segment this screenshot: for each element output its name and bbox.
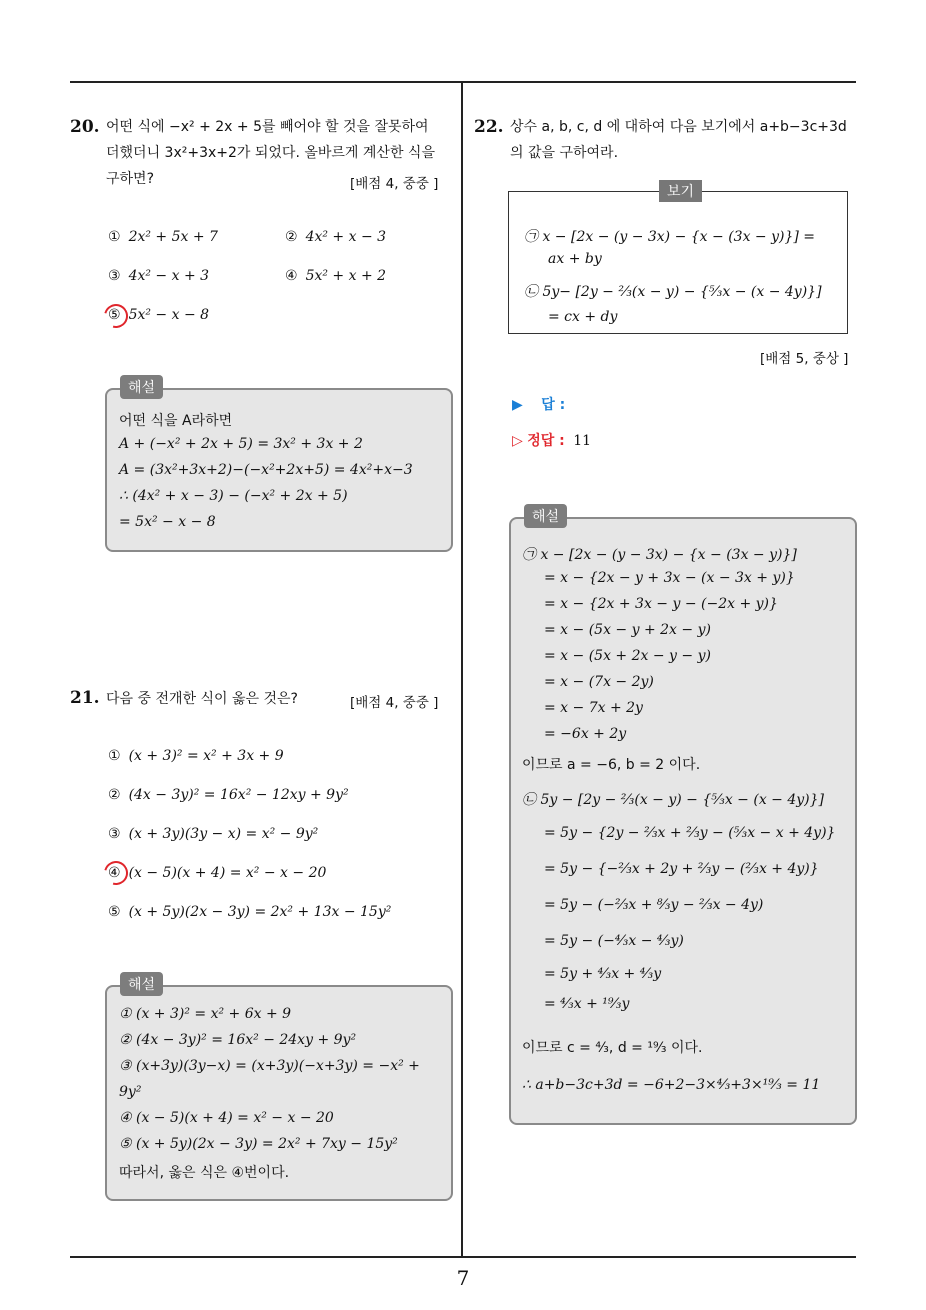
explain-line: ∴ a+b−3c+3d = −6+2−3×⁴⁄₃+3×¹⁹⁄₃ = 11 [522, 1077, 821, 1093]
explain-line: = x − 7x + 2y [544, 700, 643, 716]
choice-number: ⑤ [108, 307, 121, 323]
explain-line: 이므로 c = ⁴⁄₃, d = ¹⁹⁄₃ 이다. [522, 1040, 703, 1056]
score-label: [배점 4, 중중 ] [350, 176, 439, 192]
explain-line: = x − (5x − y + 2x − y) [544, 622, 711, 638]
answer-circle-icon [100, 300, 133, 333]
question-line-1: 어떤 식에 −x² + 2x + 5를 빼어야 할 것을 잘못하여 [106, 119, 429, 135]
question-line-2: 더했더니 3x²+3x+2가 되었다. 올바르게 계산한 식을 [106, 145, 435, 161]
explanation-tag: 해설 [120, 375, 163, 399]
column-divider [461, 83, 463, 1256]
choice-expr: 5x² + x + 2 [305, 268, 387, 284]
choice-3[interactable] [108, 826, 318, 842]
choice-4[interactable] [285, 268, 386, 284]
choice-4[interactable] [108, 865, 326, 881]
choice-1[interactable] [108, 229, 218, 245]
choice-number: ② [108, 787, 121, 803]
explain-line: = x − (5x + 2x − y − y) [544, 648, 711, 664]
bogi-line: ㉠ x − [2x − (y − 3x) − {x − (3x − y)}] = [524, 229, 816, 245]
explain-line: = 5x² − x − 8 [119, 514, 216, 530]
explain-line: ③ (x+3y)(3y−x) = (x+3y)(−x+3y) = −x² + [119, 1058, 420, 1074]
bogi-line: = cx + dy [548, 309, 618, 325]
explain-line: 따라서, 옳은 식은 ④번이다. [119, 1165, 290, 1181]
explain-line: = ⁴⁄₃x + ¹⁹⁄₃y [544, 996, 630, 1012]
bogi-tag: 보기 [659, 180, 702, 202]
choice-expr: (x + 3y)(3y − x) = x² − 9y² [128, 826, 319, 842]
choice-expr: (x + 5y)(2x − 3y) = 2x² + 13x − 15y² [128, 904, 392, 920]
question-line-2: 의 값을 구하여라. [510, 145, 619, 161]
explain-line: = x − {2x − y + 3x − (x − 3x + y)} [544, 570, 795, 586]
choice-number: ⑤ [108, 904, 121, 920]
answer-label: 답 : [541, 397, 566, 413]
choice-3[interactable] [108, 268, 209, 284]
choice-expr: (x − 5)(x + 4) = x² − x − 20 [128, 865, 327, 881]
choice-number: ④ [108, 865, 121, 881]
explanation-tag: 해설 [120, 972, 163, 996]
explain-line: ㉡ 5y − [2y − ⅔(x − y) − {⁵⁄₃x − (x − 4y)}] [522, 792, 824, 808]
explain-line: ① (x + 3)² = x² + 6x + 9 [119, 1006, 292, 1022]
choice-expr: (x + 3)² = x² + 3x + 9 [128, 748, 284, 764]
choice-expr: 5x² − x − 8 [128, 307, 210, 323]
explain-line: 9y² [119, 1084, 142, 1100]
explain-line: = 5y + ⁴⁄₃x + ⁴⁄₃y [544, 966, 662, 982]
explain-line: 이므로 a = −6, b = 2 이다. [522, 757, 701, 773]
question-line-1: 상수 a, b, c, d 에 대하여 다음 보기에서 a+b−3c+3d [510, 119, 847, 135]
explain-line: ④ (x − 5)(x + 4) = x² − x − 20 [119, 1110, 334, 1126]
answer-circle-icon [100, 857, 133, 890]
explain-line: A + (−x² + 2x + 5) = 3x² + 3x + 2 [119, 436, 363, 452]
question-line-1: 다음 중 전개한 식이 옳은 것은? [106, 691, 298, 707]
choice-2[interactable] [108, 787, 349, 803]
question-number: 21. [70, 688, 100, 708]
choice-number: ① [108, 748, 121, 764]
bottom-rule [70, 1256, 856, 1258]
choice-expr: (4x − 3y)² = 16x² − 12xy + 9y² [128, 787, 349, 803]
choice-number: ① [108, 229, 121, 245]
page-number: 7 [456, 1266, 470, 1290]
question-number: 22. [474, 117, 504, 137]
choice-2[interactable] [285, 229, 386, 245]
choice-number: ② [285, 229, 298, 245]
question-number: 20. [70, 117, 100, 137]
correct-answer-row [512, 430, 591, 450]
explain-line: ㉠ x − [2x − (y − 3x) − {x − (3x − y)}] [522, 547, 797, 563]
explain-line: A = (3x²+3x+2)−(−x²+2x+5) = 4x²+x−3 [119, 462, 413, 478]
bogi-line: ㉡ 5y− [2y − ⅔(x − y) − {⁵⁄₃x − (x − 4y)}] [524, 284, 822, 300]
explain-line: = 5y − {−⅔x + 2y + ⅔y − (⅔x + 4y)} [544, 861, 819, 877]
explain-line: = 5y − {2y − ⅔x + ⅔y − (⁵⁄₃x − x + 4y)} [544, 825, 836, 841]
explain-line: = x − (7x − 2y) [544, 674, 654, 690]
score-label: [배점 4, 중중 ] [350, 695, 439, 711]
answer-row [512, 394, 565, 414]
explain-line: ② (4x − 3y)² = 16x² − 24xy + 9y² [119, 1032, 357, 1048]
choice-expr: 4x² + x − 3 [305, 229, 387, 245]
correct-label: 정답 : [527, 433, 565, 449]
question-line-3: 구하면? [106, 171, 155, 187]
play-triangle-icon: ▶ [512, 397, 523, 413]
choice-5[interactable] [108, 904, 391, 920]
explain-line: = −6x + 2y [544, 726, 627, 742]
choice-number: ③ [108, 826, 121, 842]
top-rule [70, 81, 856, 83]
score-label: [배점 5, 중상 ] [760, 351, 849, 367]
explain-line: 어떤 식을 A라하면 [119, 413, 233, 429]
choice-number: ④ [285, 268, 298, 284]
correct-value: 11 [573, 433, 592, 449]
choice-expr: 2x² + 5x + 7 [128, 229, 218, 245]
explain-line: = 5y − (−⁴⁄₃x − ⁴⁄₃y) [544, 933, 684, 949]
explain-line: = 5y − (−⅔x + ⁸⁄₃y − ⅔x − 4y) [544, 897, 764, 913]
choice-number: ③ [108, 268, 121, 284]
choice-1[interactable] [108, 748, 284, 764]
explain-line: = x − {2x + 3x − y − (−2x + y)} [544, 596, 778, 612]
explain-line: ⑤ (x + 5y)(2x − 3y) = 2x² + 7xy − 15y² [119, 1136, 398, 1152]
explanation-tag: 해설 [524, 504, 567, 528]
choice-expr: 4x² − x + 3 [128, 268, 210, 284]
outline-triangle-icon: ▷ [512, 433, 523, 449]
explain-line: ∴ (4x² + x − 3) − (−x² + 2x + 5) [119, 488, 348, 504]
bogi-line: ax + by [548, 251, 602, 267]
